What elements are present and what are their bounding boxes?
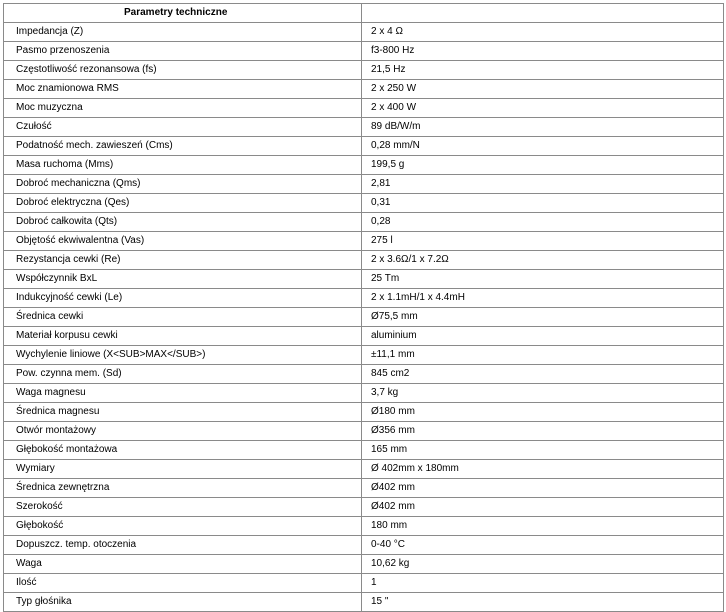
table-row — [4, 593, 724, 612]
param-value: 180 mm — [362, 517, 724, 536]
param-name: Średnica cewki — [4, 308, 362, 327]
param-name: Głębokość — [4, 517, 362, 536]
table-row — [4, 213, 724, 232]
param-value: 10,62 kg — [362, 555, 724, 574]
table-row — [4, 422, 724, 441]
param-value: 3,7 kg — [362, 384, 724, 403]
param-name: Szerokość — [4, 498, 362, 517]
param-name: Współczynnik BxL — [4, 270, 362, 289]
param-value: 165 mm — [362, 441, 724, 460]
param-name: Ilość — [4, 574, 362, 593]
param-value: 0,28 mm/N — [362, 137, 724, 156]
param-value: 0-40 °C — [362, 536, 724, 555]
param-value: Ø 402mm x 180mm — [362, 460, 724, 479]
table-row — [4, 251, 724, 270]
param-name: Dobroć elektryczna (Qes) — [4, 194, 362, 213]
param-value: 2 x 400 W — [362, 99, 724, 118]
param-value: 0,31 — [362, 194, 724, 213]
param-value: 0,28 — [362, 213, 724, 232]
param-name: Moc muzyczna — [4, 99, 362, 118]
table-row — [4, 175, 724, 194]
param-name: Średnica magnesu — [4, 403, 362, 422]
param-value: 15 " — [362, 593, 724, 612]
param-value: Ø180 mm — [362, 403, 724, 422]
param-name: Czułość — [4, 118, 362, 137]
param-name: Masa ruchoma (Mms) — [4, 156, 362, 175]
param-value: 25 Tm — [362, 270, 724, 289]
table-row — [4, 403, 724, 422]
param-value: 89 dB/W/m — [362, 118, 724, 137]
table-header-value — [362, 4, 724, 23]
param-name: Dopuszcz. temp. otoczenia — [4, 536, 362, 555]
param-name: Pasmo przenoszenia — [4, 42, 362, 61]
table-row — [4, 441, 724, 460]
table-row — [4, 574, 724, 593]
table-row — [4, 327, 724, 346]
table-row — [4, 517, 724, 536]
param-value: 2 x 250 W — [362, 80, 724, 99]
table-row — [4, 479, 724, 498]
param-name: Dobroć całkowita (Qts) — [4, 213, 362, 232]
param-value: 2 x 1.1mH/1 x 4.4mH — [362, 289, 724, 308]
table-row — [4, 308, 724, 327]
table-row — [4, 194, 724, 213]
table-row — [4, 555, 724, 574]
param-value: 21,5 Hz — [362, 61, 724, 80]
param-name: Indukcyjność cewki (Le) — [4, 289, 362, 308]
param-name: Pow. czynna mem. (Sd) — [4, 365, 362, 384]
param-name: Wychylenie liniowe (X<SUB>MAX</SUB>) — [4, 346, 362, 365]
param-value: 1 — [362, 574, 724, 593]
table-row — [4, 460, 724, 479]
table-row — [4, 289, 724, 308]
param-value: ±11,1 mm — [362, 346, 724, 365]
param-name: Dobroć mechaniczna (Qms) — [4, 175, 362, 194]
param-value: Ø75,5 mm — [362, 308, 724, 327]
param-value: 2 x 4 Ω — [362, 23, 724, 42]
param-name: Wymiary — [4, 460, 362, 479]
param-value: 845 cm2 — [362, 365, 724, 384]
table-header-title: Parametry techniczne — [4, 4, 362, 23]
param-value: 2 x 3.6Ω/1 x 7.2Ω — [362, 251, 724, 270]
param-value: Ø402 mm — [362, 479, 724, 498]
param-name: Waga — [4, 555, 362, 574]
param-value: aluminium — [362, 327, 724, 346]
param-name: Podatność mech. zawieszeń (Cms) — [4, 137, 362, 156]
table-row — [4, 536, 724, 555]
param-name: Typ głośnika — [4, 593, 362, 612]
table-row — [4, 346, 724, 365]
table-row — [4, 61, 724, 80]
param-value: Ø402 mm — [362, 498, 724, 517]
param-value: 275 l — [362, 232, 724, 251]
param-name: Objętość ekwiwalentna (Vas) — [4, 232, 362, 251]
param-name: Impedancja (Z) — [4, 23, 362, 42]
param-name: Częstotliwość rezonansowa (fs) — [4, 61, 362, 80]
param-name: Głębokość montażowa — [4, 441, 362, 460]
table-row — [4, 99, 724, 118]
param-name: Materiał korpusu cewki — [4, 327, 362, 346]
table-row — [4, 270, 724, 289]
param-name: Otwór montażowy — [4, 422, 362, 441]
table-row — [4, 42, 724, 61]
table-row — [4, 23, 724, 42]
param-name: Rezystancja cewki (Re) — [4, 251, 362, 270]
param-value: f3-800 Hz — [362, 42, 724, 61]
param-name: Średnica zewnętrzna — [4, 479, 362, 498]
table-row — [4, 384, 724, 403]
table-row — [4, 80, 724, 99]
table-row — [4, 156, 724, 175]
param-value: Ø356 mm — [362, 422, 724, 441]
table-row — [4, 118, 724, 137]
param-value: 2,81 — [362, 175, 724, 194]
table-row — [4, 232, 724, 251]
param-value: 199,5 g — [362, 156, 724, 175]
param-name: Waga magnesu — [4, 384, 362, 403]
spec-table — [3, 3, 724, 612]
param-name: Moc znamionowa RMS — [4, 80, 362, 99]
table-header-row — [4, 4, 724, 23]
table-row — [4, 365, 724, 384]
table-row — [4, 137, 724, 156]
spec-table-body — [4, 23, 724, 612]
table-row — [4, 498, 724, 517]
